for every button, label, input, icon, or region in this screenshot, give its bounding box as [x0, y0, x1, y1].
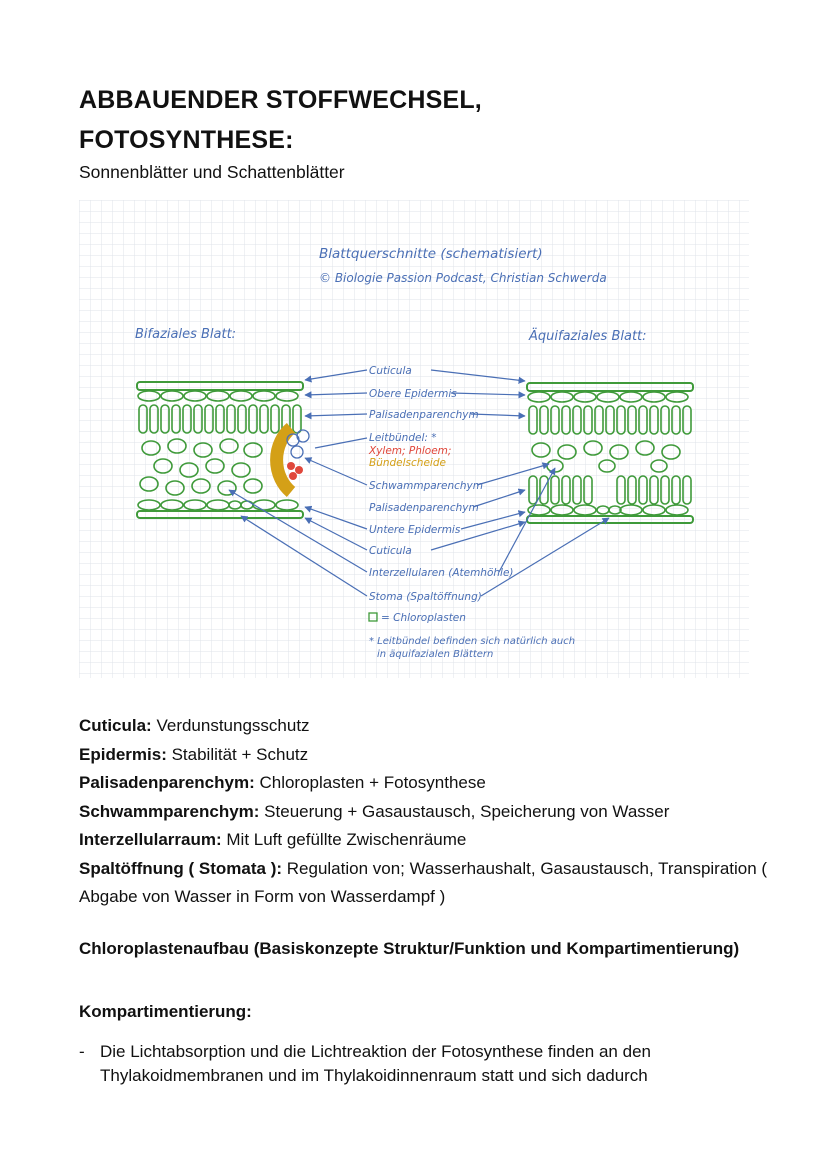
- footnote-1: * Leitbündel befinden sich natürlich auch: [369, 636, 576, 647]
- definition-intercellular: Interzellularraum: Mit Luft gefüllte Zwischenräume: [79, 830, 467, 849]
- title-line-1: ABBAUENDER STOFFWECHSEL,: [79, 86, 482, 114]
- right-leaf-title: Äquifaziales Blatt:: [529, 329, 647, 344]
- label-upper-epidermis: Obere Epidermis: [369, 388, 457, 400]
- label-vascular-bundle: Leitbündel: *: [369, 432, 437, 444]
- left-leaf-title: Bifaziales Blatt:: [135, 327, 237, 342]
- label-palisade-bottom: Palisadenparenchym: [369, 502, 479, 514]
- label-cuticula-bottom: Cuticula: [369, 545, 412, 557]
- label-stoma: Stoma (Spaltöffnung): [369, 591, 482, 603]
- label-cuticula-top: Cuticula: [369, 365, 412, 377]
- label-palisade-top: Palisadenparenchym: [369, 409, 479, 421]
- figure-caption-2: © Biologie Passion Podcast, Christian Schwerda: [319, 271, 607, 285]
- label-xylem-phloem: Xylem; Phloem;: [369, 445, 452, 457]
- section-heading: Chloroplastenaufbau (Basiskonzepte Struktur/Funktion und Kompartimentierung): [79, 939, 740, 958]
- label-intercellular: Interzellularen (Atemhöhle): [369, 567, 514, 579]
- label-bundle-sheath: Bündelscheide: [369, 457, 446, 469]
- leaf-cross-section-figure: [79, 200, 749, 678]
- definition-spongy: Schwammparenchym: Steuerung + Gasaustausch, Speicherung von Wasser: [79, 801, 670, 821]
- page-subtitle: Sonnenblätter und Schattenblätter: [79, 162, 345, 182]
- definition-cuticula: Cuticula: Verdunstungsschutz: [79, 716, 310, 735]
- definition-palisade: Palisadenparenchym: Chloroplasten + Fotosynthese: [79, 773, 486, 792]
- definition-stomata: Spaltöffnung ( Stomata ): Regulation von; Wasserhaushalt, Gasaustausch, Transpiration ( Abgabe von Wasser in Form von Wasserdampf ): [79, 858, 768, 906]
- definition-epidermis: Epidermis: Stabilität + Schutz: [79, 744, 309, 764]
- label-spongy: Schwammparenchym: [369, 480, 483, 492]
- figure-caption-1: Blattquerschnitte (schematisiert): [319, 246, 543, 262]
- section-subheading: Kompartimentierung:: [79, 1002, 252, 1021]
- label-lower-epidermis: Untere Epidermis: [369, 524, 461, 536]
- label-chloroplast: = Chloroplasten: [381, 612, 466, 624]
- definitions-list: [79, 712, 779, 912]
- page-title: [79, 80, 482, 160]
- footnote-2: in äquifazialen Blättern: [377, 649, 494, 660]
- title-line-2: FOTOSYNTHESE:: [79, 126, 294, 154]
- bullet-dash: -: [79, 1042, 85, 1061]
- bullet-text: Die Lichtabsorption und die Lichtreaktion der Fotosynthese finden an den Thylakoidmembranen und im Thylakoidinnenraum statt und sich dadurch: [100, 1042, 651, 1085]
